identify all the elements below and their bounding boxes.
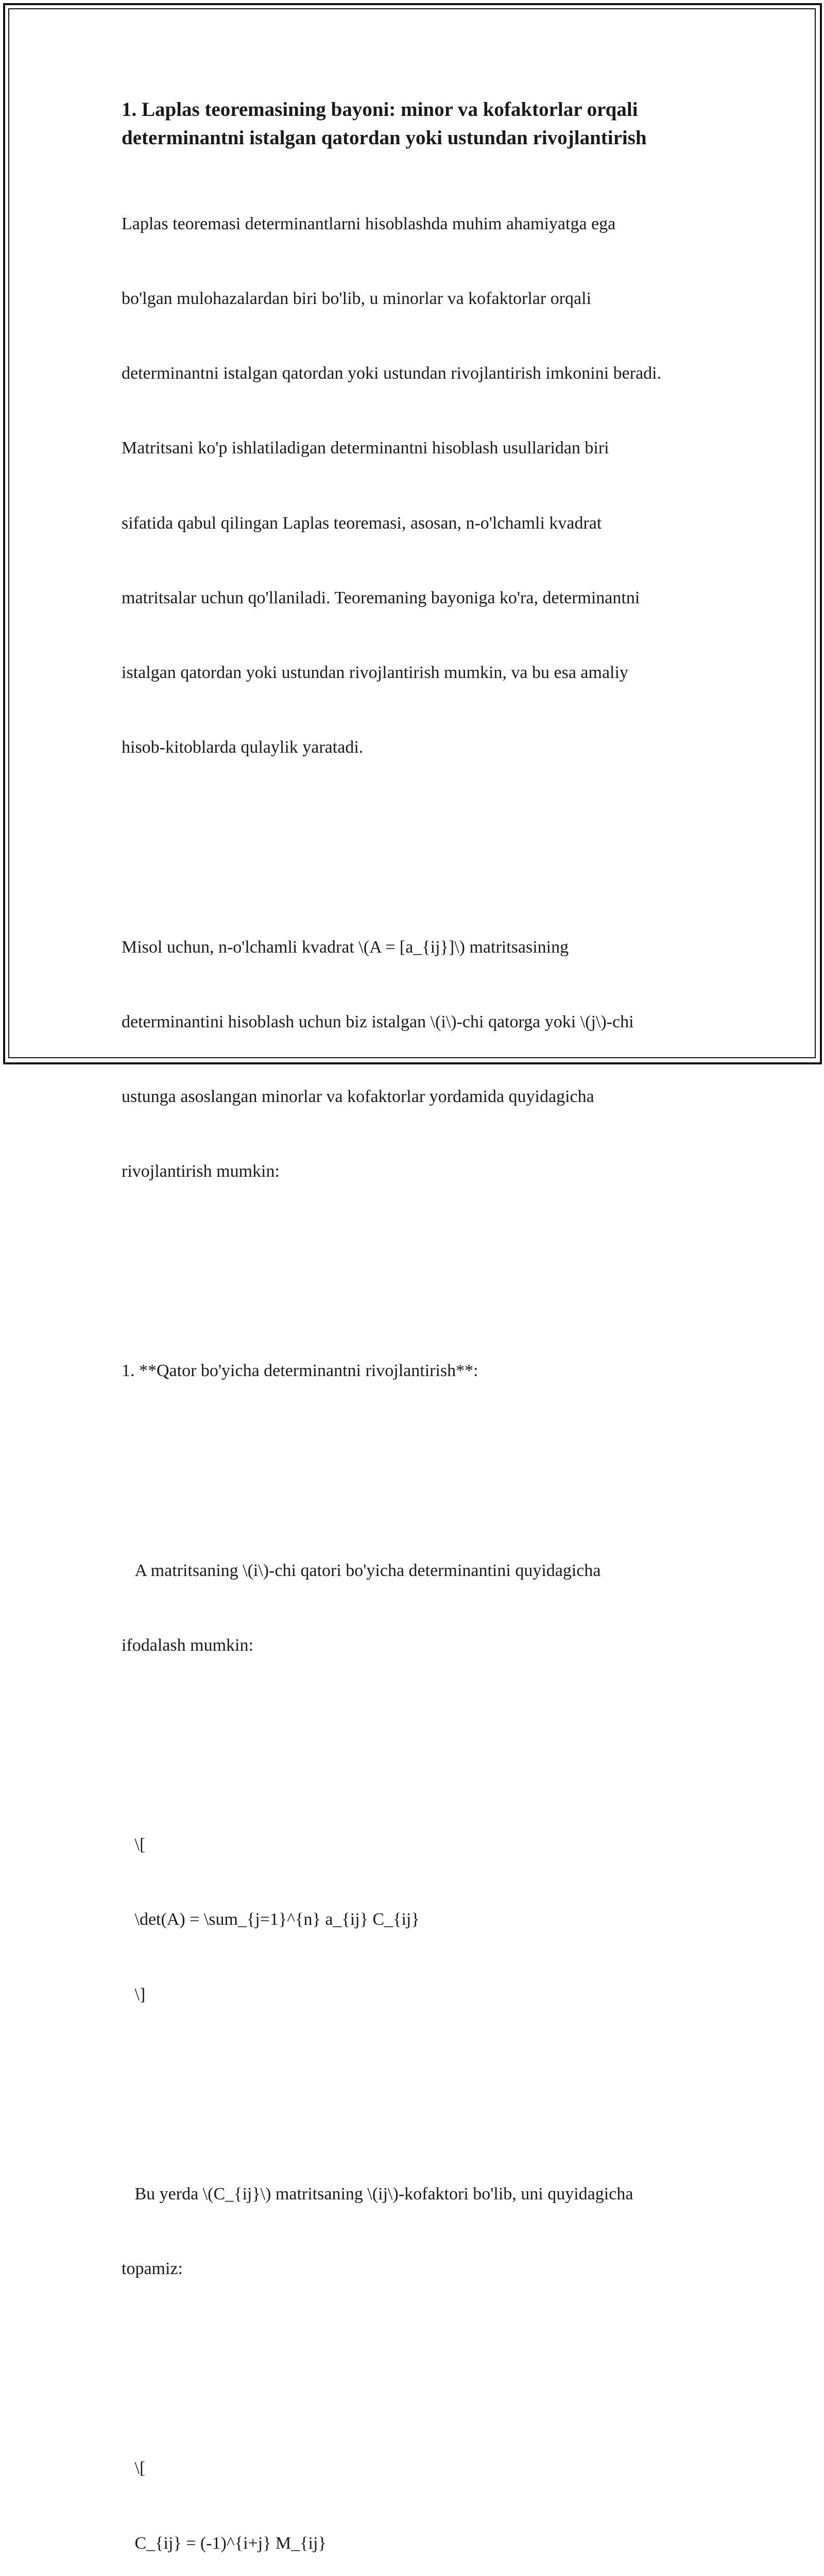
text-line: 1. **Qator bo'yicha determinantni rivojlantirish**:: [122, 1361, 478, 1381]
formula-line: \]: [122, 1985, 146, 2004]
heading-line: determinantni istalgan qatordan yoki ustundan rivojlantirish: [122, 127, 647, 149]
text-line: rivojlantirish mumkin:: [122, 1162, 280, 1181]
list-item: [122, 1309, 714, 1509]
document-body: [122, 95, 714, 2576]
formula-cofactor: [122, 2406, 714, 2576]
text-line: sifatida qabul qilingan Laplas teoremasi, asosan, n-o'lchamli kvadrat: [122, 513, 602, 533]
text-line: Laplas teoremasi determinantlarni hisoblashda muhim ahamiyatga ega: [122, 214, 616, 233]
row-expansion-paragraph: [122, 1509, 714, 1783]
text-line: matritsalar uchun qo'llaniladi. Teoremaning bayoniga ko'ra, determinantni: [122, 588, 640, 607]
text-line: Bu yerda \(C_{ij}\) matritsaning \(ij\)-kofaktori bo'lib, uni quyidagicha: [122, 2184, 633, 2204]
text-line: Misol uchun, n-o'lchamli kvadrat \(A = [a_{ij}]\) matritsasining: [122, 937, 569, 957]
text-line: topamiz:: [122, 2259, 183, 2279]
formula-line: \[: [122, 1835, 146, 1855]
example-paragraph: [122, 885, 714, 1309]
text-line: ustunga asoslangan minorlar va kofaktorlar yordamida quyidagicha: [122, 1087, 594, 1107]
formula-line: C_{ij} = (-1)^{i+j} M_{ij}: [122, 2533, 327, 2553]
cofactor-paragraph: [122, 2132, 714, 2406]
formula-line: \det(A) = \sum_{j=1}^{n} a_{ij} C_{ij}: [122, 1910, 420, 1929]
text-line: determinantini hisoblash uchun biz istalgan \(i\)-chi qatorga yoki \(j\)-chi: [122, 1012, 634, 1031]
intro-paragraph: [122, 162, 714, 885]
heading-line: 1. Laplas teoremasining bayoni: minor va kofaktorlar orqali: [122, 98, 638, 121]
text-line: A matritsaning \(i\)-chi qatori bo'yicha determinantini quyidagicha: [122, 1561, 601, 1580]
text-line: bo'lgan mulohazalardan biri bo'lib, u minorlar va kofaktorlar orqali: [122, 289, 592, 309]
text-line: ifodalash mumkin:: [122, 1635, 253, 1655]
text-line: determinantni istalgan qatordan yoki ustundan rivojlantirish imkonini beradi.: [122, 364, 662, 383]
text-line: istalgan qatordan yoki ustundan rivojlantirish mumkin, va bu esa amaliy: [122, 663, 628, 683]
text-line: Matritsani ko'p ishlatiladigan determinantni hisoblash usullaridan biri: [122, 438, 609, 458]
formula-line: \[: [122, 2459, 146, 2478]
text-line: hisob-kitoblarda qulaylik yaratadi.: [122, 738, 364, 757]
formula-determinant: [122, 1783, 714, 2132]
section-heading: [122, 95, 714, 152]
